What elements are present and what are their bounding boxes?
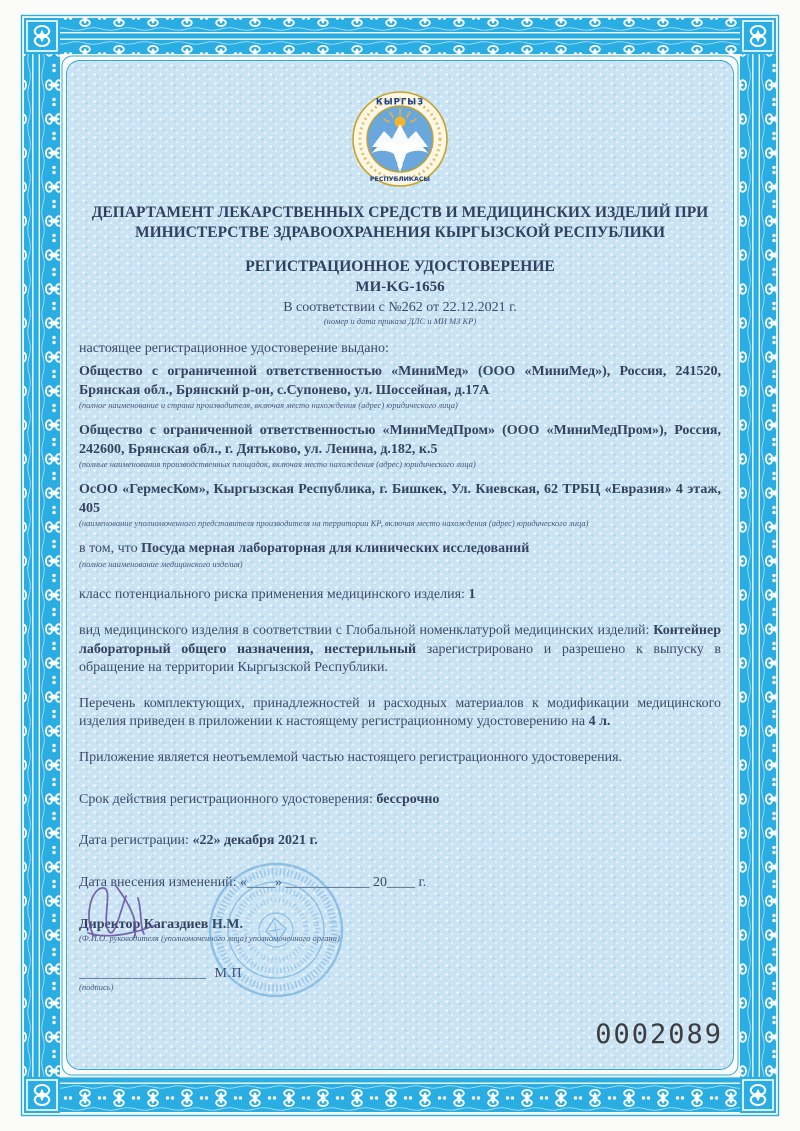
risk-class-value: 1 xyxy=(468,587,476,603)
production-site-caption: (полные наименования производственных площадок, включая место нахождения (адрес) юридического лица) xyxy=(79,459,476,470)
emblem-top-text: КЫРГЫЗ xyxy=(375,97,425,108)
device-name-paragraph xyxy=(79,540,721,559)
signature-scribble-icon xyxy=(80,878,205,952)
manufacturer-caption: (полное наименование и страна производителя, включая место нахождения (адрес) юридического лица) xyxy=(79,400,458,411)
validity-label: Срок действия регистрационного удостоверения: xyxy=(79,791,377,807)
device-name: Посуда мерная лабораторная для клинических исследований xyxy=(141,540,530,556)
production-site-paragraph: Общество с ограниченной ответственностью «МиниМедПром» (ООО «МиниМедПром»), Россия, 242600, Брянская обл., г. Дятьково, ул. Ленина, д.182, к.5 xyxy=(79,423,721,457)
nomenclature-prefix: вид медицинского изделия в соответствии с Глобальной номенклатурой медицинских изделий: xyxy=(79,622,654,638)
serial-number: 0002089 xyxy=(595,1019,723,1050)
kyrgyz-emblem xyxy=(352,91,448,187)
order-reference-caption: (номер и дата приказа ДЛС и МИ МЗ КР) xyxy=(323,315,477,326)
risk-class-line xyxy=(79,586,721,605)
validity-line xyxy=(79,791,721,810)
nomenclature-paragraph xyxy=(79,622,721,678)
signature-caption: (подпись) xyxy=(79,982,114,993)
manufacturer-paragraph: Общество с ограниченной ответственностью «МиниМед» (ООО «МиниМед»), Россия, 241520, Брянская обл., Брянский р-он, с.Супонево, ул. Шоссейная, д.17А xyxy=(79,364,721,398)
risk-class-label: класс потенциального риска применения медицинского изделия: xyxy=(79,587,469,603)
components-paragraph xyxy=(79,695,721,732)
amendment-date-line: Дата внесения изменений: «____» ____________ 20____ г. xyxy=(79,874,427,890)
validity-value: бессрочно xyxy=(376,791,440,807)
device-caption: (полное наименование медицинского изделия) xyxy=(79,558,243,569)
reg-date-value: «22» декабря 2021 г. xyxy=(192,833,318,849)
components-prefix: Перечень комплектующих, принадлежностей и расходных материалов к модификации медицинского изделия приведен в приложении к настоящему регистрационному удостоверению на xyxy=(79,695,721,730)
registration-date-line xyxy=(79,832,721,851)
certificate-title: РЕГИСТРАЦИОННОЕ УДОСТОВЕРЕНИЕ xyxy=(245,257,555,275)
components-bold: 4 л. xyxy=(588,714,611,730)
nomenclature-bold: Контейнер лабораторный общего назначения, нестерильный xyxy=(79,622,721,657)
device-prefix: в том, что xyxy=(79,540,142,556)
director-caption: (Ф.И.О. руководителя (уполномоченного лица) уполномоченного органа) xyxy=(79,933,340,944)
representative-paragraph: ОсОО «ГермесКом», Кыргызская Республика, г. Бишкек, Ул. Киевская, 62 ТРБЦ «Евразия» 4 этаж, 405 xyxy=(79,482,721,516)
official-stamp-icon xyxy=(206,860,346,1000)
director-line: Директор Кагаздиев Н.М. xyxy=(79,917,243,933)
emblem-bottom-text: РЕСПУБЛИКАСЫ xyxy=(369,176,431,183)
representative-caption: (наименование уполномоченного представителя производителя на территории КР, включая место нахождения (адрес) юридического лица) xyxy=(79,518,589,529)
department-title: ДЕПАРТАМЕНТ ЛЕКАРСТВЕННЫХ СРЕДСТВ И МЕДИЦИНСКИХ ИЗДЕЛИЙ ПРИ МИНИСТЕРСТВЕ ЗДРАВООХРАНЕНИЯ КЫРГЫЗСКОЙ РЕСПУБЛИКИ xyxy=(91,204,709,241)
nomenclature-suffix: зарегистрировано и разрешено к выпуску в обращение на территории Кыргызской Республики. xyxy=(79,641,722,676)
signature-line: _________________ xyxy=(79,966,207,982)
order-reference: В соответствии с №262 от 22.12.2021 г. xyxy=(283,299,517,315)
reg-date-label: Дата регистрации: xyxy=(79,833,193,849)
certificate-number: МИ-KG-1656 xyxy=(355,278,445,295)
issued-to-label: настоящее регистрационное удостоверение выдано: xyxy=(79,341,389,357)
stamp-place-line xyxy=(79,966,721,982)
mp-label: М.П xyxy=(214,966,243,982)
annex-note: Приложение является неотъемлемой частью настоящего регистрационного удостоверения. xyxy=(79,750,623,766)
